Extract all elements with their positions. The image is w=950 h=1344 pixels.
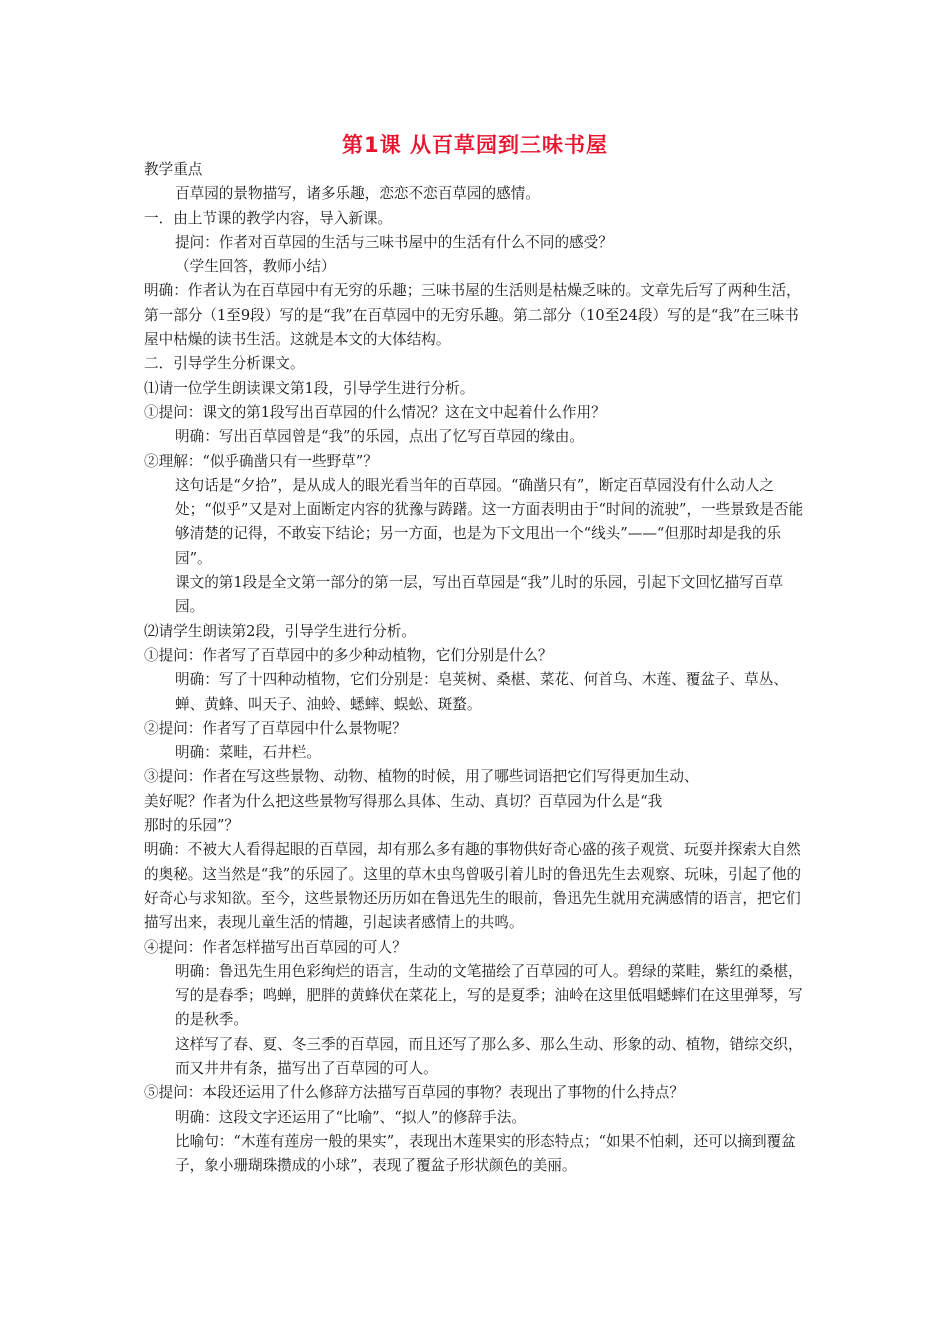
para-27: 比喻句：“木莲有莲房一般的果实”，表现出木莲果实的形态特点；“如果不怕刺，还可以摘到覆盆子，象小珊瑚珠攒成的小球”，表现了覆盆子形状颜色的美丽。 [175, 1132, 796, 1175]
document-title: 第1课 从百草园到三味书屋 [342, 133, 608, 157]
para-15: 明确：写了十四种动植物，它们分别是：皂荚树、桑椹、菜花、何首乌、木莲、覆盆子、草丛、蝉、黄蜂、叫天子、油蛉、蟋蟀、蜈蚣、斑蝥。 [175, 671, 788, 713]
para-14: ①提问：作者写了百草园中的多少种动植物，它们分别是什么？ [144, 646, 553, 664]
para-3: 提问：作者对百草园的生活与三味书屋中的生活有什么不同的感受？ [175, 233, 613, 251]
para-16: ②提问：作者写了百草园中什么景物呢？ [144, 719, 407, 737]
para-6: 二．引导学生分析课文。 [144, 355, 305, 373]
para-26: 明确：这段文字还运用了“比喻”、“拟人”的修辞手法。 [175, 1108, 526, 1126]
para-12: 课文的第1段是全文第一部分的第一层，写出百草园是“我”儿时的乐园，引起下文回忆描写百草园。 [175, 574, 783, 616]
para-7: ⑴请一位学生朗读课文第1段，引导学生进行分析。 [144, 379, 475, 397]
para-10: ②理解：“似乎确凿只有一些野草”？ [144, 452, 378, 470]
para-19: 美好呢？作者为什么把这些景物写得那么具体、生动、真切？百草园为什么是“我 [144, 792, 663, 810]
document-body [144, 158, 812, 1178]
para-2: 一．由上节课的教学内容，导入新课。 [144, 209, 393, 227]
para-25: ⑤提问：本段还运用了什么修辞方法描写百草园的事物？表现出了事物的什么持点？ [144, 1084, 684, 1102]
para-4: （学生回答，教师小结） [175, 258, 336, 276]
para-23: 明确：鲁迅先生用色彩绚烂的语言，生动的文笔描绘了百草园的可人。碧绿的菜畦，紫红的桑椹，写的是春季；鸣蝉，肥胖的黄蜂伏在菜花上，写的是夏季；油岭在这里低唱蟋蟀们在这里弹琴，写的是秋季。 [175, 962, 803, 1029]
para-11: 这句话是“夕拾”，是从成人的眼光看当年的百草园。“确凿只有”，断定百草园没有什么动人之处；“似乎”又是对上面断定内容的犹豫与踌躇。这一方面表明由于“时间的流驶”，一些景致是否能够清楚的记得，不敢妄下结论；另一方面，也是为下文甩出一个“线头”——“但那时却是我的乐园”。 [175, 476, 804, 567]
para-20: 那时的乐园”？ [144, 817, 240, 835]
para-8: ①提问：课文的第1段写出百草园的什么情况？这在文中起着什么作用？ [144, 403, 606, 421]
para-22: ④提问：作者怎样描写出百草园的可人？ [144, 938, 407, 956]
para-5: 明确：作者认为在百草园中有无穷的乐趣；三味书屋的生活则是枯燥乏味的。文章先后写了两种生活，第一部分（1至9段）写的是“我”在百草园中的无穷乐趣。第二部分（10至24段）写的是“我”在三味书屋中枯燥的读书生活。这就是本文的大体结构。 [144, 282, 801, 349]
para-17: 明确：菜畦，石井栏。 [175, 744, 321, 762]
para-13: ⑵请学生朗读第2段，引导学生进行分析。 [144, 622, 416, 640]
para-1: 百草园的景物描写，诸多乐趣，恋恋不恋百草园的感情。 [175, 185, 540, 203]
para-0: 教学重点 [144, 161, 203, 178]
para-24: 这样写了春、夏、冬三季的百草园，而且还写了那么多、那么生动、形象的动、植物，错综交织，而又井井有条，描写出了百草园的可人。 [175, 1035, 803, 1077]
para-21: 明确：不被大人看得起眼的百草园，却有那么多有趣的事物供好奇心盛的孩子观赏、玩耍并探索大自然的奥秘。这当然是“我”的乐园了。这里的草木虫鸟曾吸引着儿时的鲁迅先生去观察、玩味，引起了他的好奇心与求知欲。至今，这些景物还历历如在鲁迅先生的眼前，鲁迅先生就用充满感情的语言，把它们描写出来，表现儿童生活的情趣，引起读者感情上的共鸣。 [144, 841, 802, 932]
para-18: ③提问：作者在写这些景物、动物、植物的时候，用了哪些词语把它们写得更加生动、 [144, 768, 699, 786]
para-9: 明确：写出百草园曾是“我”的乐园，点出了忆写百草园的缘由。 [175, 428, 584, 446]
